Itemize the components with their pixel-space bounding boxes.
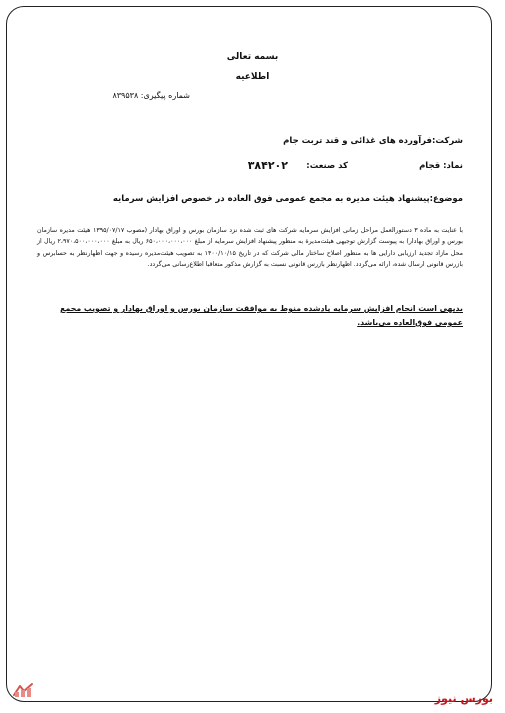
company-label: شرکت:: [432, 136, 463, 146]
bourse-news-logo-icon: [12, 682, 34, 698]
emphasis-note: بدیهی است انجام افزایش سرمایه یادشده منوط به موافقت سازمان بورس و اوراق بهادار و تصویب مجمع عمومی فوق‌العاده می‌باشد.: [60, 304, 463, 327]
subject-text: پیشنهاد هیئت مدیره به مجمع عمومی فوق العاده در خصوص افزایش سرمایه: [112, 194, 430, 204]
brand-watermark: بورس نیوز: [434, 692, 493, 705]
company-name: فرآورده های غذائی و قند تربت جام: [283, 136, 432, 146]
subject-line: [43, 194, 463, 204]
industry-code-label: کد صنعت:: [306, 161, 348, 171]
industry-code-value: ۳۸۴۲۰۲: [247, 159, 288, 172]
subject-label: موضوع:: [429, 194, 463, 204]
tracking-label: شماره پیگیری:: [140, 91, 190, 100]
symbol-field: [419, 161, 463, 171]
company-line: [163, 136, 463, 146]
symbol-line: [43, 160, 463, 174]
body-paragraph: با عنایت به ماده ۳ دستورالعمل مراحل زمانی افزایش سرمایه شرکت های ثبت شده نزد سازمان بورس و اوراق بهادار (مصوب ۱۳۹۵/۰۷/۱۷ هیئت مدیره سازمان بورس و اوراق بهادار) به پیوست گزارش توجیهی هیئت‌مدیرة به منظور پیشنهاد افزایش سرمایه از مبلغ ۶۵۰،۰۰۰،۰۰۰،۰۰۰ ریال به مبلغ ۲،۹۷۰،۵۰۰،۰۰۰،۰۰۰ ریال از محل مازاد تجدید ارزیابی دارایی ها به منظور اصلاح ساختار مالی شرکت که در تاریخ ۱۴۰۰/۱۰/۱۵ به تصویب هیئت‌مدیره رسیده و جهت اظهارنظر به حسابرس و بازرس قانونی ارسال شده، ارائه می‌گردد. اظهارنظر بازرس قانونی نسبت به گزارش مذکور متعاقبا اطلاع‌رسانی می‌گردد.: [37, 227, 464, 268]
basmala-heading: بسمه تعالی: [226, 52, 279, 62]
tracking-number: [40, 91, 190, 100]
symbol-label: نماد:: [443, 161, 463, 171]
notice-title: اطلاعیه: [235, 72, 270, 82]
document-frame: [6, 6, 492, 702]
tracking-value: ۸۳۹۵۳۸: [112, 91, 139, 100]
symbol-value: قجام: [419, 161, 441, 171]
